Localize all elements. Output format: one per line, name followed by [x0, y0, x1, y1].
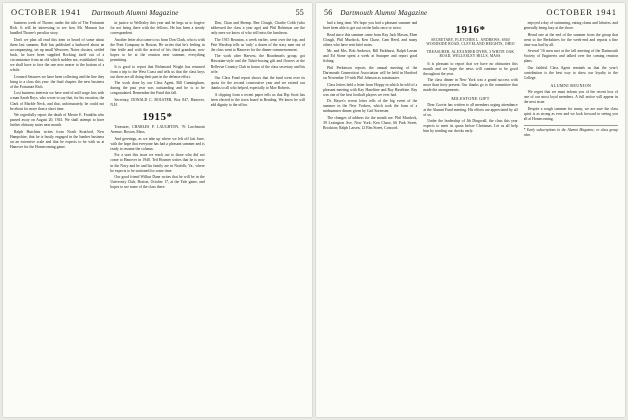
paragraph: It is good to report that Richmond Wright has returned from a trip to the West Coast and tells us that the class boys out there are all doing their part in the defense effort.	[110, 64, 205, 79]
section-subhead: MILESTONE GIFT	[451, 95, 490, 101]
footnote: * Early subscriptions in the Alumni Magazine, or class group plan.	[524, 125, 618, 137]
header-magazine-title: Dartmouth Alumni Magazine	[340, 9, 428, 17]
paragraph: Lost business interests we have read of mill wage loss with a man Sarah Roys, who wrote to say that, for his vacation, the Clark of Marble Neck, and that, unfortunately, he could not be about for more than a short time.	[10, 91, 105, 111]
paragraph: We regret that we must inform you of the recent loss of one of our most loyal members. A full notice will appear in the next issue.	[523, 90, 618, 105]
column-2	[110, 21, 204, 413]
running-head-right	[316, 3, 625, 21]
running-head-left	[3, 3, 312, 21]
paragraph: Class letters held a letter from Hoppy in which he told of a pleasant meeting with Kay Haseltine and Ray Haseltine. Ray was one of the best football players we ever had.	[323, 82, 418, 97]
paragraph: The work done by our Class Agent, Bill Cunningham, during the past year was outstanding and he is to be congratulated. Remember the Fund this fall.	[110, 81, 205, 96]
paragraph: Dr. Hayes's recent letter tells of the big event of the summer in the New Yorkers, which took the form of a midsummer dinner given by Carl Sorensen.	[323, 99, 418, 114]
class-treasurer: TREASURER, ALEXANDER DYER, 3 WHITE OAK ROAD, WELLESLEY HILLS, MASS.	[426, 49, 515, 59]
paragraph: A clipping from a recent paper tells us that Rip Scott has been elected to the town board in Reading. We know he will add dignity to the office.	[210, 92, 305, 107]
paragraph: business week of Thorne, under the title of The Fortunate Rich. It will be interesting to see how Mr. Manson has handled Thorne's peculiar story.	[10, 21, 105, 36]
class-year-heading: 1916*	[455, 24, 486, 36]
paragraph: Mr. and Mrs. Bob Andrews, Bill Parkhurst, Ralph Larsen and Ed Stone spent a week at Sunapee and report good fishing.	[323, 49, 418, 64]
paragraph: Treasurer, CHARLES P. LAUGHTON, 76 Larchmont Avenue, Boston, Mass.	[110, 125, 205, 135]
paragraph: Our faithful Class Agent reminds us that the year's contribution is the best way to show our loyalty to the College.	[523, 65, 618, 81]
left-page	[3, 3, 312, 417]
right-page	[316, 3, 625, 417]
paragraph: The changes of address for the month are: Phil Murdock, 39 Lexington Ave, New York; Ken Chase, 66 Park Street, Brockton; Ralph Larsen, 12 Elm Street, Concord.	[323, 115, 418, 131]
paragraph: We regretfully report the death of Merrie E. Franklin who passed away on August 20, 1941. We shall attempt to have further obituary notes next month.	[10, 113, 105, 128]
paragraph: Another letter also came to us from Don Clark, who is with the Pratt Company in Boston. He writes that he's feeling in fine fettle and with the arrival of his third grandson, now hopes to be at the reunion next summer, everything permitting.	[110, 37, 205, 63]
paragraph: Read since this summer came from Ray Jack Mason, Eben Clough, Phil Murdock, Ken Chase, Cam Reed, and many others who have sent brief notes.	[323, 32, 418, 47]
paragraph: The class dinner in New York was a grand success with more than forty present. Our thanks go to the committee that made the arrangements.	[423, 78, 518, 93]
paragraph: Dear Grovie has written to all members urging attendance at the Alumni Fund meeting. His efforts are appreciated by all of us.	[423, 102, 518, 117]
paragraph: Phil Perkinson reports the annual meeting of the Dartmouth Connecticut Association will be held in Hartford on November 19 with Phil Johnson as toastmaster.	[323, 65, 418, 81]
paragraph: enjoyed a day of swimming, eating clams and lobsters, and generally being lazy at the shore.	[523, 21, 618, 31]
header-date: OCTOBER 1941	[11, 7, 82, 17]
paragraph: Leonard Seizures we have been collecting and the line they bring to a class this year: the final chapter, the new business of the Fortunate Rich.	[10, 74, 105, 89]
paragraph: Our Class Fund report shows that the fund went over its quota for the second consecutive year and we extend our thanks to all who helped, especially to Moe Roberts.	[210, 76, 305, 91]
paragraph: And greetings, as we take up where we left off last June, with the hope that everyone has had a pleasant summer and is ready to resume the column.	[110, 136, 205, 151]
paragraph: Don, Chan and Shemp. Ben Clough, Charlie Cobb (who addressed the class a year ago) and Phil Robinson are the only ones we know of who will miss the luncheon.	[210, 21, 305, 36]
paragraph: The 1915 Reunion, a week earlier, went over the top, and Pete Wardrop tells us 'only' a dozen of the sixty men out of the class went to Hanover for the dinner-commencement.	[210, 37, 305, 52]
paragraph: in justice to Wellesley this year and he begs us to forgive for not being there with the fellows. He has been a steady correspondent.	[110, 21, 205, 36]
paragraph: Several '16 men met at the fall meeting of the Dartmouth Society of Engineers and talked over the coming reunion plans.	[523, 49, 618, 64]
paragraph: Heard one at the end of the summer from the group that went to the Berkshires for the week-end and reports a fine time was had by all.	[523, 32, 618, 47]
text-columns	[316, 21, 625, 413]
page-number: 56	[324, 8, 333, 17]
paragraph: had a long time. We hope you had a pleasant summer and have been able to get out on the links once or twice.	[323, 21, 418, 31]
column-1	[323, 21, 417, 413]
class-secretary: SECRETARY, FLETCHER L. ANDREWS, 6940 WOODSIDE ROAD, CLEVELAND HEIGHTS, OHIO	[426, 38, 515, 47]
paragraph: Under the leadership of Jib Dingwall, the class this year expects to meet its quota before Christmas. Let us all help him by sending our checks early.	[423, 119, 518, 134]
section-subhead: ALUMNI REUNION	[550, 83, 592, 89]
column-2	[423, 21, 517, 413]
column-3	[211, 21, 305, 413]
paragraph: Secretary, DONALD C. BOLSTER, Box 847, Hanover, N.H.	[110, 97, 205, 107]
paragraph: The work after Harvest, the Boardman's group, got Hawaiian-style and the Tahiti-boxing gift and flowers at the Bellevue Country Club in honor of the class secretary and his wife.	[210, 54, 305, 74]
column-3	[524, 21, 618, 413]
column-1	[10, 21, 104, 413]
paragraph: Don't we plan all read this item or heard of some about them last summer, Bob has published a harbored about an accompanying, set up small Westover, Notes clusters, settled back, he have been supplied Rocking itself out of a circumstance from an old which sudden not, established fact, we shall have to face the one new nearer to the bottom of a whole.	[10, 37, 105, 73]
paragraph: Ralph Hutchins writes from North Stratford, New Hampshire, that he is busily engaged in the lumber business on an extensive scale and that he expects to be with us at Hanover for the Homecoming game.	[10, 129, 105, 150]
paragraph: Despite a rough summer for many, we are sure the class spirit is as strong as ever and we look forward to seeing you all at Homecoming.	[523, 106, 618, 122]
header-date: OCTOBER 1941	[546, 7, 617, 17]
paragraph: For a start this issue we reach out to those who did not come to Hanover in 1940. Ted Hosmer writes that he is now in the Navy and he and his family are in Norfolk, Va., where he expects to be stationed for some time.	[110, 153, 205, 173]
header-magazine-title: Dartmouth Alumni Magazine	[91, 9, 179, 17]
paragraph: Our good friend Wilbur Dane writes that he will be in the University Club, Boston, October 17, at the Yale game, and hopes to see some of the class there.	[110, 175, 205, 190]
text-columns	[3, 21, 312, 413]
class-year-heading: 1915*	[142, 111, 173, 124]
paragraph: It is pleasant to report that we have no obituaries this month and we hope the news will continue to be good throughout the year.	[423, 61, 518, 76]
page-number: 55	[295, 8, 304, 17]
